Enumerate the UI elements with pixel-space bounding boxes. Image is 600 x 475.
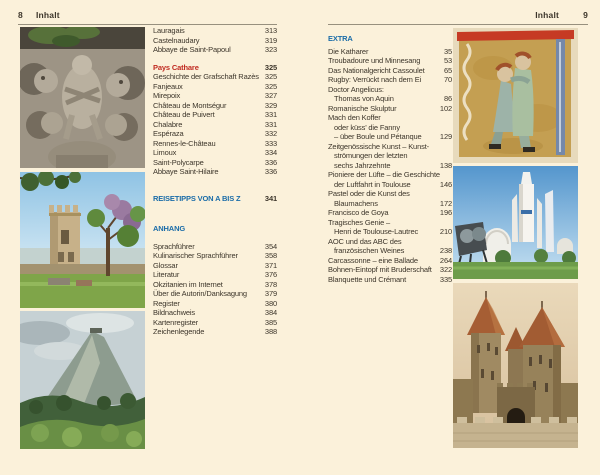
extra-entry-line	[328, 123, 452, 133]
toc-section-heading	[153, 194, 277, 204]
right-page-header	[328, 10, 588, 25]
extra-entry-line	[328, 85, 452, 95]
extra-entry-page: 196	[439, 208, 452, 217]
extra-entry-label: Blaumachens	[334, 198, 378, 208]
extra-entry-page: 210	[439, 227, 452, 236]
toc-entry-label: Kartenregister	[153, 317, 199, 327]
toc-entry-page: 379	[264, 289, 277, 298]
extra-entry-page: 102	[439, 103, 452, 113]
extra-entry-label: strömungen der letzten	[334, 151, 408, 160]
toc-entry	[153, 327, 277, 337]
toc-entry	[153, 91, 277, 101]
extra-entry-page: 322	[439, 265, 452, 274]
left-toc	[153, 26, 277, 337]
extra-entry-line	[328, 94, 452, 104]
extra-list	[328, 47, 452, 285]
extra-entry-label: AOC und das ABC des	[328, 236, 402, 246]
toc-entry-label: Glossar	[153, 260, 178, 270]
extra-entry-line	[328, 199, 452, 209]
extra-entry-line	[328, 227, 452, 237]
toc-entry-label: Abbaye de Saint-Papoul	[153, 45, 231, 54]
toc-entry-label: Castelnaudary	[153, 35, 200, 45]
toc-entry-label: Bildnachweis	[153, 308, 195, 317]
toc-entry	[153, 72, 277, 82]
extra-entry-line	[328, 189, 452, 199]
left-image-column	[20, 27, 145, 449]
toc-entry-label: Kulinarischer Sprachführer	[153, 251, 238, 260]
extra-entry-line	[328, 75, 452, 85]
extra-entry-label: Romanische Skulptur	[328, 103, 397, 113]
extra-entry-label: Mach den Koffer	[328, 113, 381, 122]
extra-entry-label: oder küss’ die Fanny	[334, 122, 400, 132]
toc-entry-label: Literatur	[153, 270, 180, 279]
toc-entry-label: Château de Montségur	[153, 100, 227, 110]
toc-entry	[153, 280, 277, 290]
extra-entry-label: Zeitgenössische Kunst – Kunst-	[328, 141, 429, 151]
toc-entry-page: 384	[264, 308, 277, 317]
toc-entry	[153, 158, 277, 168]
left-page-header	[18, 10, 277, 25]
extra-entry-label: Troubadoure und Minnesang	[328, 56, 421, 65]
photo-tour-magdala-rennes-le-chateau	[20, 172, 145, 308]
toc-entry-label: Limoux	[153, 148, 177, 157]
extra-entry-page: 335	[439, 274, 452, 284]
toc-entry-label: REISETIPPS VON A BIS Z	[153, 193, 241, 203]
extra-entry-page: 35	[443, 46, 452, 56]
toc-entry-label: Saint-Polycarpe	[153, 157, 204, 167]
toc-entry-page: 325	[264, 81, 277, 91]
right-toc-extra	[328, 34, 452, 284]
extra-entry-page: 86	[443, 94, 452, 103]
toc-entry-label: Rennes-le-Château	[153, 138, 216, 148]
toc-entry-label: Lauragais	[153, 26, 185, 35]
toc-entry-label: Abbaye Saint-Hilaire	[153, 167, 219, 176]
extra-entry-line	[328, 170, 452, 180]
extra-entry-label: Blanquette und Crémant	[328, 274, 407, 284]
extra-entry-page: 65	[443, 65, 452, 75]
extra-entry-line	[328, 275, 452, 285]
extra-entry-label: der Luftfahrt in Toulouse	[334, 179, 411, 189]
toc-entry	[153, 110, 277, 120]
toc-entry	[153, 26, 277, 36]
extra-entry-line	[328, 256, 452, 266]
toc-entry-page: 329	[264, 100, 277, 110]
toc-entry-page: 358	[264, 251, 277, 260]
toc-entry	[153, 82, 277, 92]
extra-entry-line	[328, 161, 452, 171]
toc-entry-page: 331	[264, 119, 277, 129]
right-image-column	[453, 28, 578, 448]
photo-montsegur-mountain	[20, 311, 145, 449]
extra-entry-page: 146	[439, 179, 452, 189]
extra-entry-label: Die Katharer	[328, 46, 369, 56]
toc-entry-label: Über die Autorin/Danksagung	[153, 289, 247, 298]
left-header-label: Inhalt	[35, 10, 60, 20]
extra-entry-label: Francisco de Goya	[328, 208, 389, 217]
toc-entry-page: 354	[264, 241, 277, 251]
extra-heading: EXTRA	[328, 34, 353, 43]
extra-entry-line	[328, 218, 452, 228]
toc-entry-page: 376	[264, 270, 277, 279]
toc-entry-page: 327	[264, 91, 277, 100]
extra-entry-line	[328, 208, 452, 218]
toc-entry-page: 378	[264, 279, 277, 289]
extra-entry-label: Das Nationalgericht Cassoulet	[328, 65, 425, 75]
extra-entry-line	[328, 132, 452, 142]
toc-entry-label: Register	[153, 298, 180, 308]
extra-entry-page: 70	[443, 75, 452, 84]
extra-entry-page: 129	[439, 132, 452, 141]
toc-entry-page: 331	[264, 110, 277, 119]
toc-entry-label: Geschichte der Grafschaft Razès	[153, 72, 259, 81]
toc-entry-label: Okzitanien im Internet	[153, 279, 223, 289]
toc-entry	[153, 308, 277, 318]
extra-entry-page: 53	[443, 56, 452, 65]
extra-entry-line	[328, 246, 452, 256]
extra-entry-line	[328, 47, 452, 57]
toc-entry-label: Fanjeaux	[153, 81, 183, 91]
toc-entry-label: Espéraza	[153, 129, 184, 138]
toc-entry	[153, 139, 277, 149]
extra-entry-page: 238	[439, 246, 452, 255]
toc-entry	[153, 299, 277, 309]
toc-entry-label: Mirepoix	[153, 91, 181, 100]
toc-entry-page: 323	[264, 45, 277, 54]
extra-entry-label: Pioniere der Lüfte – die Geschichte	[328, 170, 440, 179]
extra-entry-label: sechs Jahrzehnte	[334, 160, 391, 170]
extra-entry-label: Henri de Toulouse-Lautrec	[334, 227, 419, 236]
extra-entry-line	[328, 104, 452, 114]
toc-entry	[153, 318, 277, 328]
extra-entry-label: – über Boule und Pétanque	[334, 132, 422, 141]
extra-entry-line	[328, 237, 452, 247]
toc-entry	[153, 261, 277, 271]
toc-entry-page: 325	[264, 72, 277, 81]
toc-entry-label: Zeichenlegende	[153, 327, 205, 336]
toc-entry-label: Chalabre	[153, 119, 183, 129]
toc-section-heading	[153, 63, 277, 73]
toc-entry	[153, 242, 277, 252]
extra-entry-page: 264	[439, 255, 452, 265]
extra-entry-label: französischen Weines	[334, 246, 405, 255]
extra-entry-label: Pastel oder die Kunst des	[328, 189, 410, 198]
toc-entry-label: Sprachführer	[153, 241, 195, 251]
extra-entry-line	[328, 113, 452, 123]
toc-entry	[153, 101, 277, 111]
toc-entry	[153, 120, 277, 130]
toc-entry	[153, 36, 277, 46]
extra-entry-line	[328, 180, 452, 190]
toc-entry-page: 332	[264, 129, 277, 138]
extra-entry-label: Rugby: Verrückt nach dem Ei	[328, 75, 422, 84]
toc-section-heading	[153, 224, 277, 234]
right-header-label: Inhalt	[535, 10, 560, 20]
left-page-number: 8	[18, 10, 23, 20]
toc-entry-label: ANHANG	[153, 224, 186, 233]
extra-entry-label: Tragisches Genie –	[328, 217, 391, 227]
toc-entry-page: 341	[264, 193, 277, 203]
toc-entry-label: Château de Puivert	[153, 110, 215, 119]
toc-entry-label: Pays Cathare	[153, 62, 199, 72]
photo-romanesque-capital-sculpture	[20, 27, 145, 168]
extra-entry-label: Bohnen-Eintopf mit Bruderschaft	[328, 265, 432, 274]
toc-entry-page: 319	[264, 35, 277, 45]
extra-entry-page: 172	[439, 198, 452, 208]
toc-entry-page: 325	[264, 62, 277, 72]
extra-entry-line	[328, 66, 452, 76]
extra-entry-line	[328, 151, 452, 161]
photo-carcassonne-porte-narbonnaise	[453, 283, 578, 448]
extra-entry-line	[328, 56, 452, 66]
toc-entry-page: 371	[264, 260, 277, 270]
extra-entry-label: Carcassonne – eine Ballade	[328, 255, 418, 265]
toc-entry	[153, 251, 277, 261]
toc-entry-page: 336	[264, 167, 277, 176]
extra-entry-label: Doctor Angelicus:	[328, 84, 384, 94]
toc-entry	[153, 167, 277, 177]
toc-entry-page: 333	[264, 138, 277, 148]
extra-entry-line	[328, 142, 452, 152]
extra-entry-page: 138	[439, 160, 452, 170]
toc-entry-page: 385	[264, 317, 277, 327]
toc-entry-page: 336	[264, 157, 277, 167]
toc-entry-page: 380	[264, 298, 277, 308]
photo-ariane-rocket-cite-espace	[453, 166, 578, 279]
toc-entry	[153, 148, 277, 158]
toc-entry-page: 334	[264, 148, 277, 157]
right-page-number: 9	[583, 10, 588, 20]
toc-entry	[153, 129, 277, 139]
toc-entry	[153, 289, 277, 299]
toc-entry-page: 388	[264, 327, 277, 336]
toc-entry-page: 313	[264, 26, 277, 35]
toc-entry	[153, 270, 277, 280]
extra-entry-label: Thomas von Aquin	[334, 94, 394, 103]
toc-entry	[153, 45, 277, 55]
extra-entry-line	[328, 265, 452, 275]
photo-medieval-manuscript-troubadours	[453, 28, 578, 163]
